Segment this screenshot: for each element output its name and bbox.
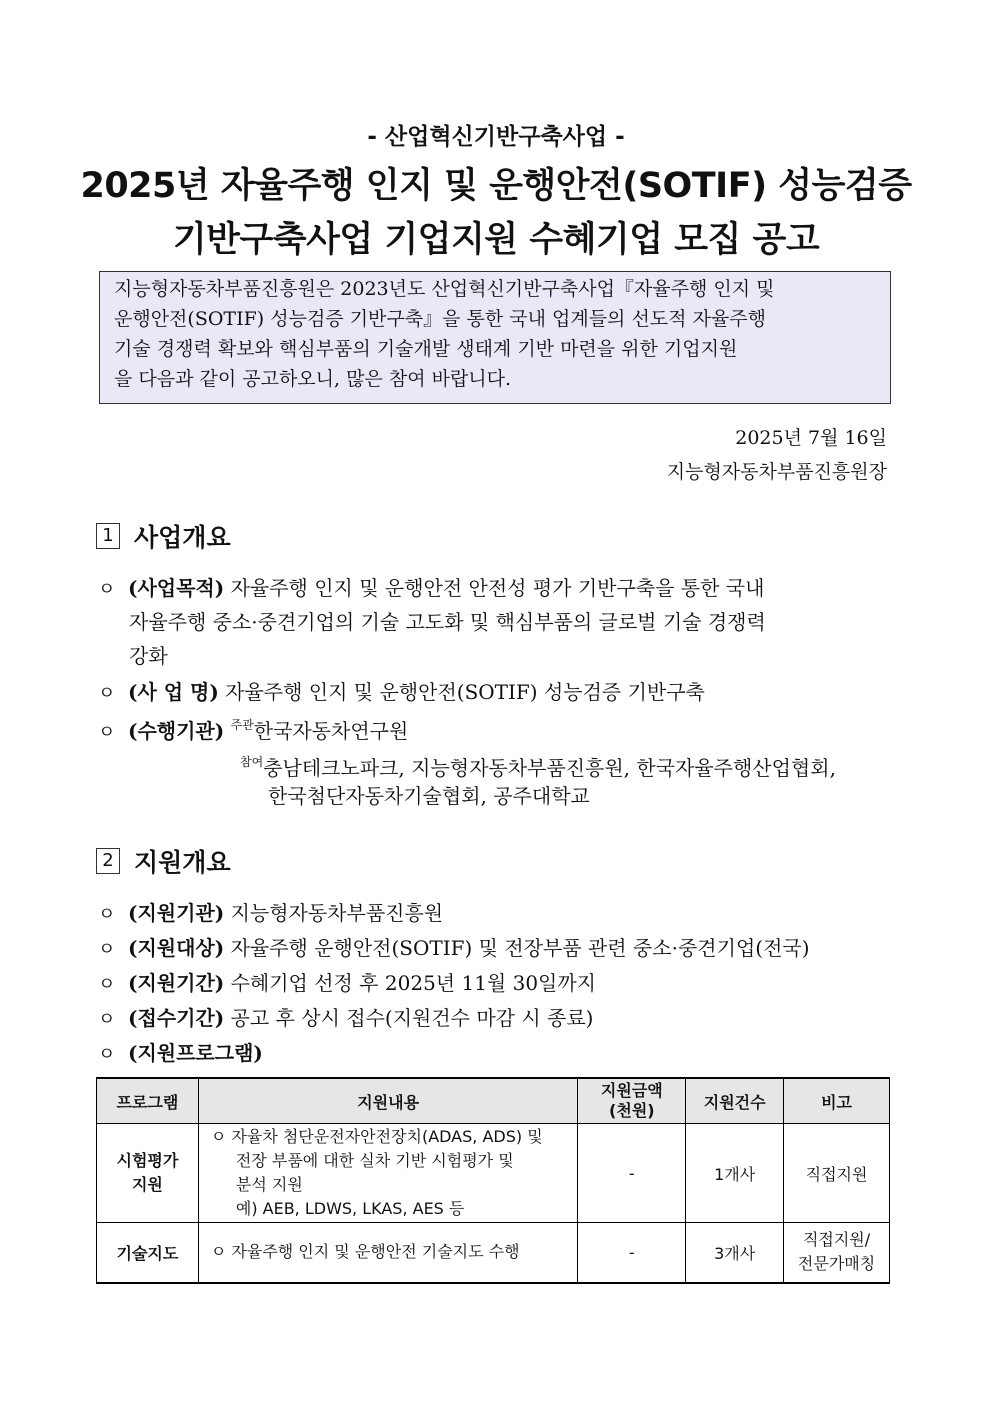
sub-header: - 산업혁신기반구축사업 - — [367, 124, 625, 150]
column-header: 지원금액 (천원) — [578, 1078, 686, 1124]
support-program-table — [96, 1077, 890, 1284]
org-participants-line-2: 한국첨단자동차기술협회, 공주대학교 — [268, 784, 590, 808]
title-line-1: 2025년 자율주행 인지 및 운행안전(SOTIF) 성능검증 — [80, 166, 912, 206]
content-line: 전장 부품에 대한 실차 기반 시험평가 및 — [235, 1151, 514, 1170]
content-cell — [198, 1124, 578, 1223]
item-value: 지능형자동차부품진흥원 — [230, 901, 444, 925]
program-cell: 시험평가 지원 — [97, 1124, 199, 1223]
count-cell: 3개사 — [686, 1223, 784, 1283]
bullet-project-name — [98, 675, 705, 711]
item-value: 자율주행 운행안전(SOTIF) 및 전장부품 관련 중소·중견기업(전국) — [230, 936, 810, 960]
intro-line: 운행안전(SOTIF) 성능검증 기반구축』을 통한 국내 업계들의 선도적 자율주행 — [114, 308, 766, 330]
bullet-support-item — [98, 896, 443, 932]
intro-box — [99, 271, 891, 404]
section-number: 1 — [96, 523, 120, 549]
column-header: 지원건수 — [686, 1078, 784, 1124]
count-cell: 1개사 — [686, 1124, 784, 1223]
column-header: 비고 — [784, 1078, 890, 1124]
content-line: 분석 지원 — [235, 1175, 303, 1194]
table-row — [97, 1124, 890, 1223]
title-line-2: 기반구축사업 기업지원 수혜기업 모집 공고 — [172, 220, 820, 260]
item-label: (지원기관) — [128, 901, 225, 925]
bullet-support-item — [98, 1036, 263, 1072]
purpose-label: (사업목적) — [128, 576, 225, 600]
note-cell: 직접지원 — [784, 1124, 890, 1223]
org-part-tag: 참여 — [240, 755, 264, 769]
bullet-mark: ㅇ — [98, 1044, 116, 1065]
content-line: ㅇ 자율차 첨단운전자안전장치(ADAS, ADS) 및 — [210, 1127, 543, 1146]
item-label: (지원기간) — [128, 971, 225, 995]
bullet-mark: ㅇ — [98, 904, 116, 925]
section-title: 사업개요 — [134, 523, 231, 552]
bullet-mark: ㅇ — [98, 579, 116, 600]
org-main-tag: 주관 — [230, 718, 254, 732]
bullet-organization — [98, 708, 408, 750]
table-row — [97, 1223, 890, 1283]
item-value: 수혜기업 선정 후 2025년 11월 30일까지 — [230, 971, 597, 995]
section-2-heading — [96, 843, 231, 879]
section-title: 지원개요 — [134, 848, 231, 877]
name-label: (사 업 명) — [128, 680, 219, 704]
org-main: 한국자동차연구원 — [253, 719, 409, 743]
item-label: (지원대상) — [128, 936, 225, 960]
intro-line: 지능형자동차부품진흥원은 2023년도 산업혁신기반구축사업『자율주행 인지 및 — [114, 278, 775, 300]
section-1-heading — [96, 518, 231, 554]
content-cell: ㅇ 자율주행 인지 및 운행안전 기술지도 수행 — [198, 1223, 578, 1283]
bullet-support-item — [98, 931, 810, 967]
bullet-mark: ㅇ — [98, 683, 116, 704]
org-part-text-1: 충남테크노파크, 지능형자동차부품진흥원, 한국자율주행산업협회, — [263, 756, 836, 780]
bullet-support-item — [98, 966, 596, 1002]
issuer: 지능형자동차부품진흥원장 — [666, 461, 887, 483]
table-header-row — [97, 1078, 890, 1124]
column-header: 프로그램 — [97, 1078, 199, 1124]
item-label: (지원프로그램) — [128, 1041, 263, 1065]
announcement-date: 2025년 7월 16일 — [735, 427, 887, 449]
bullet-support-item — [98, 1001, 593, 1037]
org-label: (수행기관) — [128, 719, 225, 743]
intro-line: 기술 경쟁력 확보와 핵심부품의 기술개발 생태계 기반 마련을 위한 기업지원 — [114, 338, 738, 360]
purpose-line-2: 자율주행 중소·중견기업의 기술 고도화 및 핵심부품의 글로벌 기술 경쟁력 — [129, 610, 766, 634]
column-header: 지원내용 — [198, 1078, 578, 1124]
content-line: 예) AEB, LDWS, LKAS, AES 등 — [235, 1199, 465, 1218]
purpose-line-1: 자율주행 인지 및 운행안전 안전성 평가 기반구축을 통한 국내 — [230, 576, 765, 600]
program-cell: 기술지도 — [97, 1223, 199, 1283]
amount-cell: - — [578, 1223, 686, 1283]
bullet-mark: ㅇ — [98, 722, 116, 743]
amount-cell: - — [578, 1124, 686, 1223]
bullet-purpose — [98, 571, 764, 607]
bullet-mark: ㅇ — [98, 1009, 116, 1030]
bullet-mark: ㅇ — [98, 939, 116, 960]
purpose-line-3: 강화 — [129, 644, 168, 668]
section-number: 2 — [96, 848, 120, 874]
item-label: (접수기간) — [128, 1006, 225, 1030]
bullet-mark: ㅇ — [98, 974, 116, 995]
intro-line: 을 다음과 같이 공고하오니, 많은 참여 바랍니다. — [114, 368, 512, 390]
item-value: 공고 후 상시 접수(지원건수 마감 시 종료) — [230, 1006, 594, 1030]
note-cell: 직접지원/ 전문가매칭 — [784, 1223, 890, 1283]
name-value: 자율주행 인지 및 운행안전(SOTIF) 성능검증 기반구축 — [225, 680, 705, 704]
